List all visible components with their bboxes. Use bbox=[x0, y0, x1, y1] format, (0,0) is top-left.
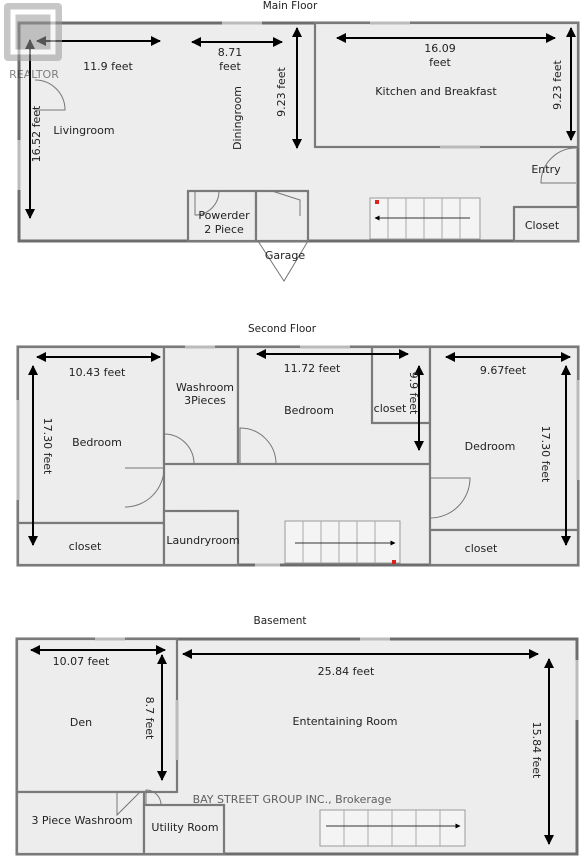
second-floor bbox=[18, 323, 578, 565]
dim-den-height: 8.7 feet bbox=[143, 696, 156, 740]
dim-mid-height: 9.9 feet bbox=[407, 371, 420, 415]
stairs bbox=[370, 198, 480, 239]
main-floor bbox=[19, 0, 578, 281]
dim-den-width: 10.07 feet bbox=[52, 655, 110, 668]
room-closet-right: closet bbox=[464, 542, 498, 555]
room-closet-mid: closet bbox=[373, 402, 407, 415]
dim-kitchen-width-num: 16.09 bbox=[424, 42, 456, 55]
brokerage-watermark: BAY STREET GROUP INC., Brokerage bbox=[192, 793, 392, 806]
dim-dining-width-unit: feet bbox=[219, 60, 241, 73]
basement-floor bbox=[17, 615, 577, 854]
closet-right-room bbox=[430, 530, 578, 565]
dim-kitchen-width-unit: feet bbox=[429, 56, 451, 69]
room-laundry: Laundryroom bbox=[166, 534, 240, 547]
room-bedroom-right: Dedroom bbox=[464, 440, 516, 453]
dim-right-height: 17.30 feet bbox=[539, 425, 552, 483]
dim-right-width: 9.67feet bbox=[479, 364, 527, 377]
dim-living-height: 16.52 feet bbox=[30, 105, 43, 163]
room-bedroom-left: Bedroom bbox=[72, 436, 122, 449]
realtor-text: REALTOR bbox=[9, 68, 59, 81]
room-closet-left: closet bbox=[68, 540, 102, 553]
stairs bbox=[285, 521, 400, 564]
room-powder-line1: Powerder bbox=[198, 209, 250, 222]
room-closet: Closet bbox=[524, 219, 560, 232]
dim-dining-height: 9.23 feet bbox=[275, 67, 288, 117]
room-kitchen: Kitchen and Breakfast bbox=[375, 85, 497, 98]
basement-title: Basement bbox=[253, 615, 307, 627]
room-livingroom: Livingroom bbox=[53, 124, 115, 137]
dim-dining-width-num: 8.71 bbox=[217, 46, 243, 59]
dim-entertaining-width: 25.84 feet bbox=[317, 665, 375, 678]
room-garage: Garage bbox=[264, 249, 306, 262]
room-washroom-line1: Washroom bbox=[175, 381, 235, 394]
room-utility: Utility Room bbox=[151, 821, 219, 834]
second-floor-title: Second Floor bbox=[247, 323, 317, 335]
stairs bbox=[320, 810, 465, 846]
realtor-watermark bbox=[4, 3, 62, 81]
dim-mid-width: 11.72 feet bbox=[283, 362, 341, 375]
dim-left-height: 17.30 feet bbox=[41, 417, 54, 475]
room-den: Den bbox=[69, 716, 93, 729]
room-entry: Entry bbox=[531, 163, 561, 176]
room-basement-washroom: 3 Piece Washroom bbox=[31, 814, 133, 827]
dim-entertaining-height: 15.84 feet bbox=[530, 721, 543, 779]
room-powder-line2: 2 Piece bbox=[204, 223, 244, 236]
room-washroom-line2: 3Pieces bbox=[184, 394, 226, 407]
dim-living-width: 11.9 feet bbox=[83, 60, 133, 73]
room-diningroom: Diningroom bbox=[231, 86, 244, 150]
dim-kitchen-height: 9.23 feet bbox=[551, 60, 564, 110]
room-bedroom-mid: Bedroom bbox=[284, 404, 334, 417]
dim-left-width: 10.43 feet bbox=[68, 366, 126, 379]
room-entertaining: Ententaining Room bbox=[292, 715, 398, 728]
main-floor-title: Main Floor bbox=[262, 0, 318, 12]
